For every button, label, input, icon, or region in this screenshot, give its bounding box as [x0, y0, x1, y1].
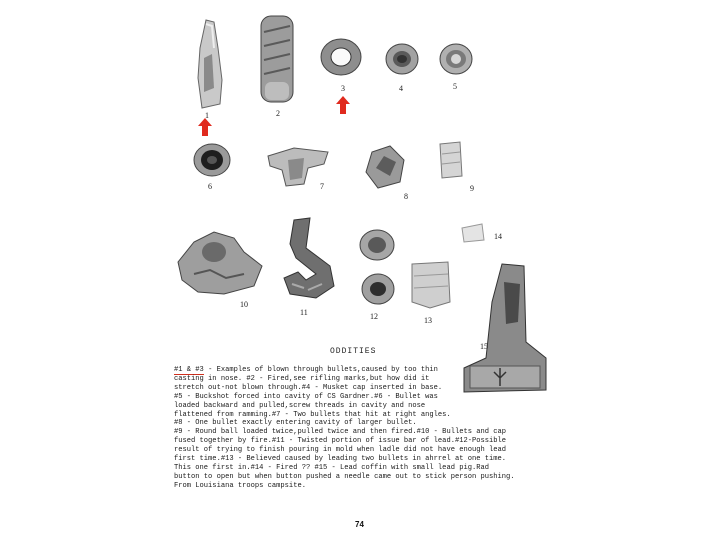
artifact-8-nested-bullets: [358, 142, 408, 190]
artifact-5-buckshot-bullet: [438, 42, 474, 76]
caption-text: [174, 366, 515, 491]
red-arrow-3-icon: [336, 96, 350, 114]
red-arrow-1-icon: [198, 118, 212, 136]
label-3: 3: [341, 84, 345, 93]
caption-line: first time.#13 - Believed caused by leading two bullets in ahrrel at one time.: [174, 455, 507, 464]
artifact-6-backward-bullet: [192, 142, 232, 178]
artifact-12-partial-pour-upper: [358, 228, 396, 262]
label-5: 5: [453, 82, 457, 91]
page-number: 74: [355, 520, 364, 529]
caption-line: - Examples of blown through bullets,caused by too thin: [203, 366, 438, 374]
artifact-1-blown-bullet: [192, 18, 226, 110]
caption-line: From Louisiana troops campsite.: [174, 481, 306, 490]
label-7: 7: [320, 182, 324, 191]
caption-line: button to open but when button pushed a needle came out to stick person pushing.: [174, 472, 515, 481]
caption-line: loaded backward and pulled,screw threads in cavity and nose: [174, 401, 426, 410]
label-2: 2: [276, 109, 280, 118]
label-1: 1: [205, 111, 209, 120]
label-11: 11: [300, 308, 308, 317]
artifact-10-fused-bullets: [174, 222, 266, 298]
artifact-9-double-loaded-ball: [434, 138, 466, 182]
caption-lead: #1 & #3: [174, 366, 204, 374]
artifact-3-blown-bullet-base: [318, 36, 364, 78]
artifact-11-twisted-lead-bar: [276, 214, 338, 304]
label-8: 8: [404, 192, 408, 201]
caption-line: stretch out-not blown through.#4 - Musket cap inserted in base.: [174, 383, 443, 392]
artifact-12-partial-pour-lower: [360, 272, 396, 306]
label-12: 12: [370, 312, 378, 321]
caption-line: flattened from ramming.#7 - Two bullets that hit at right angles.: [174, 410, 451, 419]
artifact-14-fired-bullet: [458, 222, 488, 244]
caption-line: #9 - Round ball loaded twice,pulled twice and then fired.#10 - Bullets and cap: [174, 428, 507, 437]
label-9: 9: [470, 184, 474, 193]
caption-line: This one first in.#14 - Fired ?? #15 - Lead coffin with small lead pig.Rad: [174, 463, 490, 472]
caption-line: #8 - One bullet exactly entering cavity of larger bullet.: [174, 419, 417, 428]
artifact-2-stretched-bullet: [256, 12, 298, 106]
label-4: 4: [399, 84, 403, 93]
caption-line: #5 - Buckshot forced into cavity of CS Gardner.#6 - Bullet was: [174, 392, 438, 401]
label-6: 6: [208, 182, 212, 191]
artifact-4-musket-cap-bullet: [384, 42, 420, 76]
caption-line: result of trying to finish pouring in mold when ladle did not have enough lead: [174, 446, 507, 455]
artifact-13-double-leaded-bullet: [406, 256, 454, 312]
label-10: 10: [240, 300, 248, 309]
label-14: 14: [494, 232, 502, 241]
caption-line: casting in nose. #2 - Fired,see rifling marks,but how did it: [174, 374, 430, 383]
label-13: 13: [424, 316, 432, 325]
caption-line: fused together by fire.#11 - Twisted portion of issue bar of lead.#12-Possible: [174, 437, 507, 446]
section-heading: ODDITIES: [330, 347, 377, 356]
label-15: 15: [480, 342, 488, 351]
